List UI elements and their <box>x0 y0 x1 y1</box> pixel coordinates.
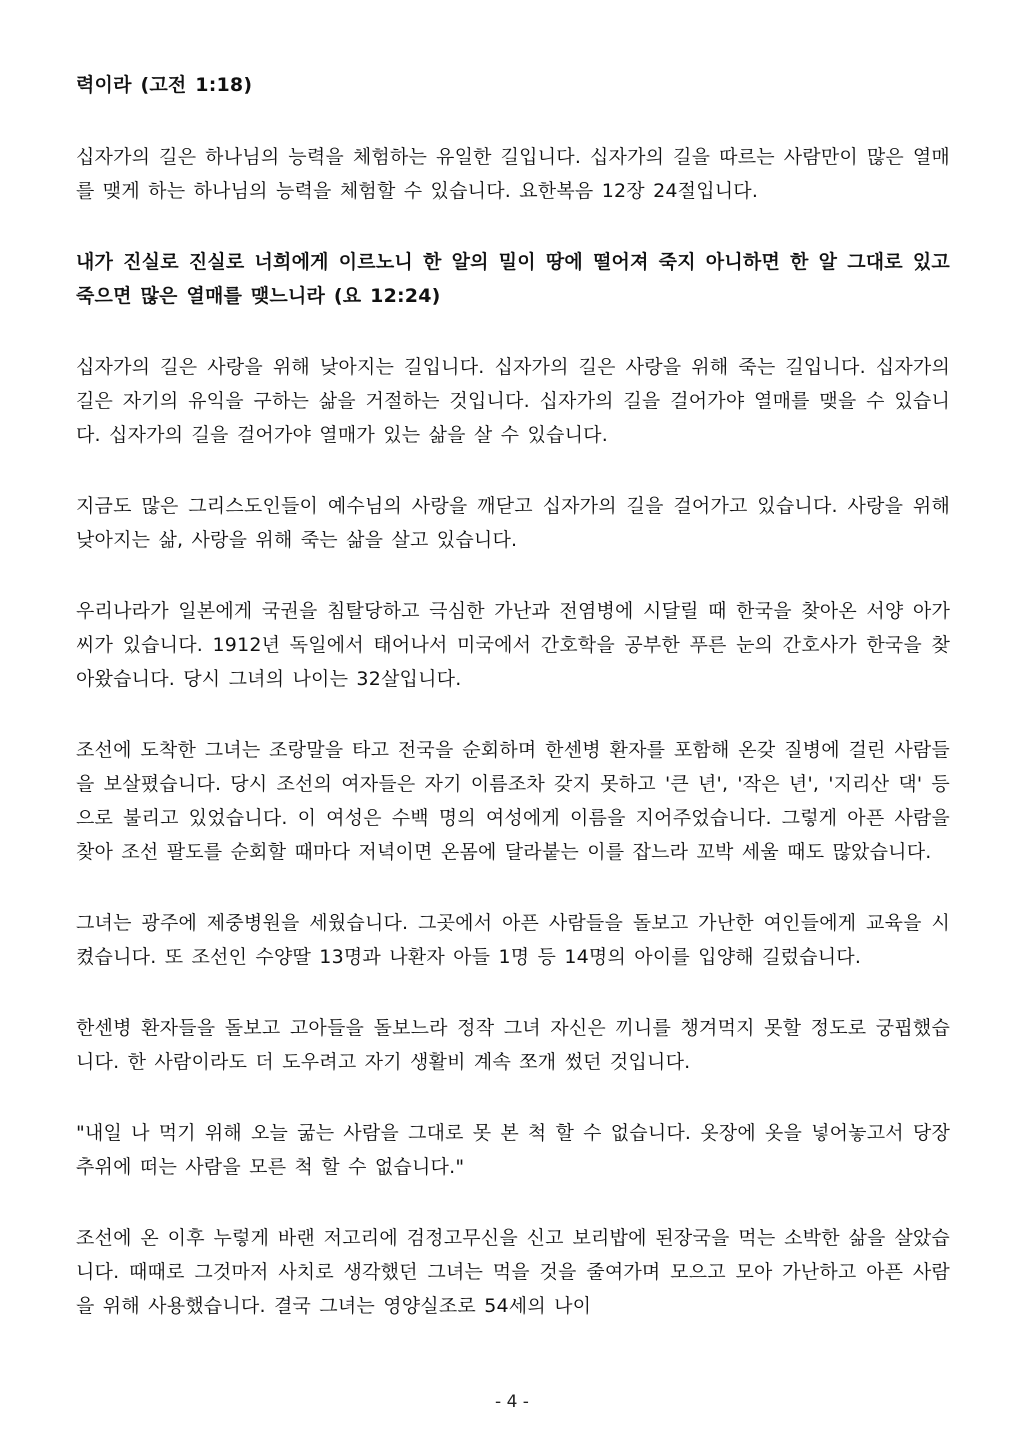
paragraph-scripture-john: 내가 진실로 진실로 너희에게 이르노니 한 알의 밀이 땅에 떨어져 죽지 아니하면 한 알 그대로 있고 죽으면 많은 열매를 맺느니라 (요 12:24) <box>76 251 950 307</box>
paragraph-scripture-reference: 력이라 (고전 1:18) <box>76 74 253 96</box>
paragraph-joseon-arrival: 조선에 도착한 그녀는 조랑말을 타고 전국을 순회하며 한센병 환자를 포함해 온갖 질병에 걸린 사람들을 보살폈습니다. 당시 조선의 여자들은 자기 이름조차 갖지 못하고 '큰 년', '작은 년', '지리산 댁' 등으로 불리고 있었습니다. 이 여성은 수백 명의 여성에게 이름을 지어주었습니다. 그렇게 아픈 사람을 찾아 조선 팔도를 순회할 때마다 저녁이면 온몸에 달라붙는 이를 잡느라 꼬박 세울 때도 많았습니다. <box>76 739 950 863</box>
paragraph-gwangju-hospital: 그녀는 광주에 제중병원을 세웠습니다. 그곳에서 아픈 사람들을 돌보고 가난한 여인들에게 교육을 시켰습니다. 또 조선인 수양딸 13명과 나환자 아들 1명 등 14명의 아이를 입양해 길렀습니다. <box>76 912 950 968</box>
paragraph-christians-today: 지금도 많은 그리스도인들이 예수님의 사랑을 깨닫고 십자가의 길을 걸어가고 있습니다. 사랑을 위해 낮아지는 삶, 사랑을 위해 죽는 삶을 살고 있습니다. <box>76 495 950 551</box>
paragraph-quote: "내일 나 먹기 위해 오늘 굶는 사람을 그대로 못 본 척 할 수 없습니다. 옷장에 옷을 넣어놓고서 당장 추위에 떠는 사람을 모른 척 할 수 없습니다." <box>76 1122 950 1178</box>
paragraph-cross-power: 십자가의 길은 하나님의 능력을 체험하는 유일한 길입니다. 십자가의 길을 따르는 사람만이 많은 열매를 맺게 하는 하나님의 능력을 체험할 수 있습니다. 요한복음 12장 24절입니다. <box>76 146 950 202</box>
page-number: - 4 - <box>495 1392 529 1412</box>
paragraph-cross-love: 십자가의 길은 사랑을 위해 낮아지는 길입니다. 십자가의 길은 사랑을 위해 죽는 길입니다. 십자가의 길은 자기의 유익을 구하는 삶을 거절하는 것입니다. 십자가의 길을 걸어가야 열매를 맺을 수 있습니다. 십자가의 길을 걸어가야 열매가 있는 삶을 살 수 있습니다. <box>76 356 950 446</box>
paragraph-simple-life: 조선에 온 이후 누렇게 바랜 저고리에 검정고무신을 신고 보리밥에 된장국을 먹는 소박한 삶을 살았습니다. 때때로 그것마저 사치로 생각했던 그녀는 먹을 것을 줄여가며 모으고 모아 가난하고 아픈 사람을 위해 사용했습니다. 결국 그녀는 영양실조로 54세의 나이 <box>76 1227 950 1317</box>
paragraph-western-nurse: 우리나라가 일본에게 국권을 침탈당하고 극심한 가난과 전염병에 시달릴 때 한국을 찾아온 서양 아가씨가 있습니다. 1912년 독일에서 태어나서 미국에서 간호학을 공부한 푸른 눈의 간호사가 한국을 찾아왔습니다. 당시 그녀의 나이는 32살입니다. <box>76 600 950 690</box>
paragraph-poverty: 한센병 환자들을 돌보고 고아들을 돌보느라 정작 그녀 자신은 끼니를 챙겨먹지 못할 정도로 궁핍했습니다. 한 사람이라도 더 도우려고 자기 생활비 계속 쪼개 썼던 것입니다. <box>76 1017 950 1073</box>
document-page <box>76 68 950 1360</box>
